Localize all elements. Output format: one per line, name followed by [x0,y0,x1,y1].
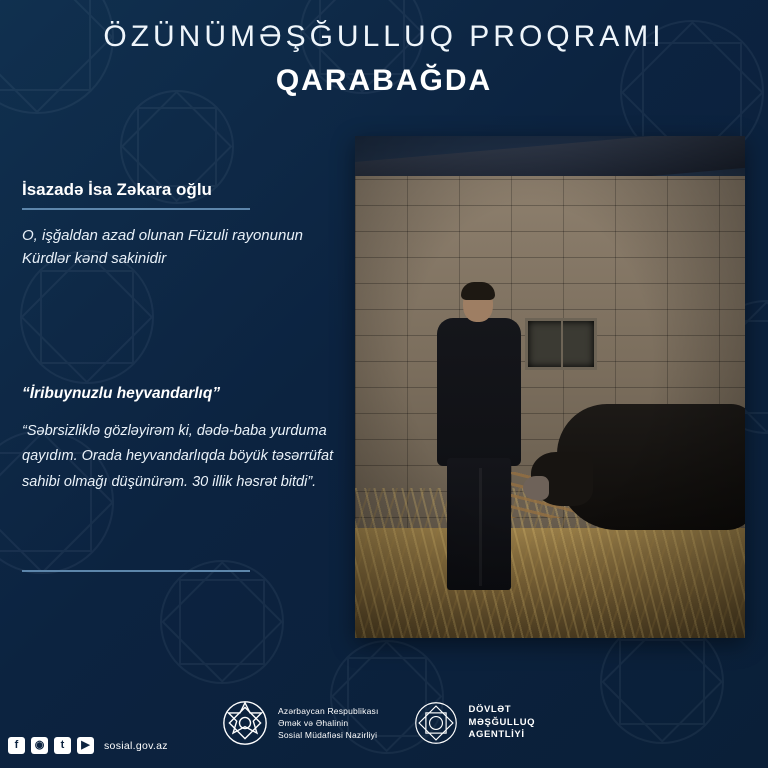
quote-text: “Səbrsizliklə gözləyirəm ki, dədə-baba yurduma qayıdım. Orada heyvandarlıqda böyük təsərrüfat sahibi olmağı düşünürəm. 30 illik həsrət bitdi”. [22,423,334,490]
ministry-logo-group [222,700,379,746]
quote-block [22,385,342,495]
agency-line-3: AGENTLİYİ [468,729,525,741]
page-title: ÖZÜNÜMƏŞĞULLUQ PROQRAMI [103,20,665,53]
page-subtitle: QARABAĞDA [275,64,493,97]
agency-line-2: MƏŞĞULLUQ [468,716,536,728]
person-name: İsazadə İsa Zəkara oğlu [22,180,212,199]
photo-vignette [355,136,745,638]
ministry-star-icon [222,700,268,746]
name-divider [22,208,250,210]
instagram-icon[interactable]: ◉ [31,737,48,754]
photo [355,136,745,638]
profile-block [22,180,332,271]
ministry-line-1: Azərbaycan Respublikası [278,705,379,716]
twitter-icon[interactable]: t [54,737,71,754]
quote-title: “İribuynuzlu heyvandarlıq” [22,385,221,402]
social-bar [8,737,168,754]
quote-divider [22,570,250,572]
agency-emblem-icon [413,700,459,746]
youtube-icon[interactable]: ▶ [77,737,94,754]
agency-logo-group [413,700,536,746]
ministry-name [278,705,379,742]
person-description: O, işğaldan azad olunan Füzuli rayonunun Kürdlər kənd sakinidir [22,227,304,268]
website-url[interactable]: sosial.gov.az [104,739,168,752]
agency-line-1: DÖVLƏT [468,703,512,715]
footer-logos [222,700,535,746]
poster-footer [0,676,768,768]
agency-name [469,704,536,742]
ministry-line-2: Əmək və Əhalinin [278,717,349,728]
poster-header [0,20,768,98]
ministry-line-3: Sosial Müdafiəsi Nazirliyi [278,730,378,741]
facebook-icon[interactable]: f [8,737,25,754]
